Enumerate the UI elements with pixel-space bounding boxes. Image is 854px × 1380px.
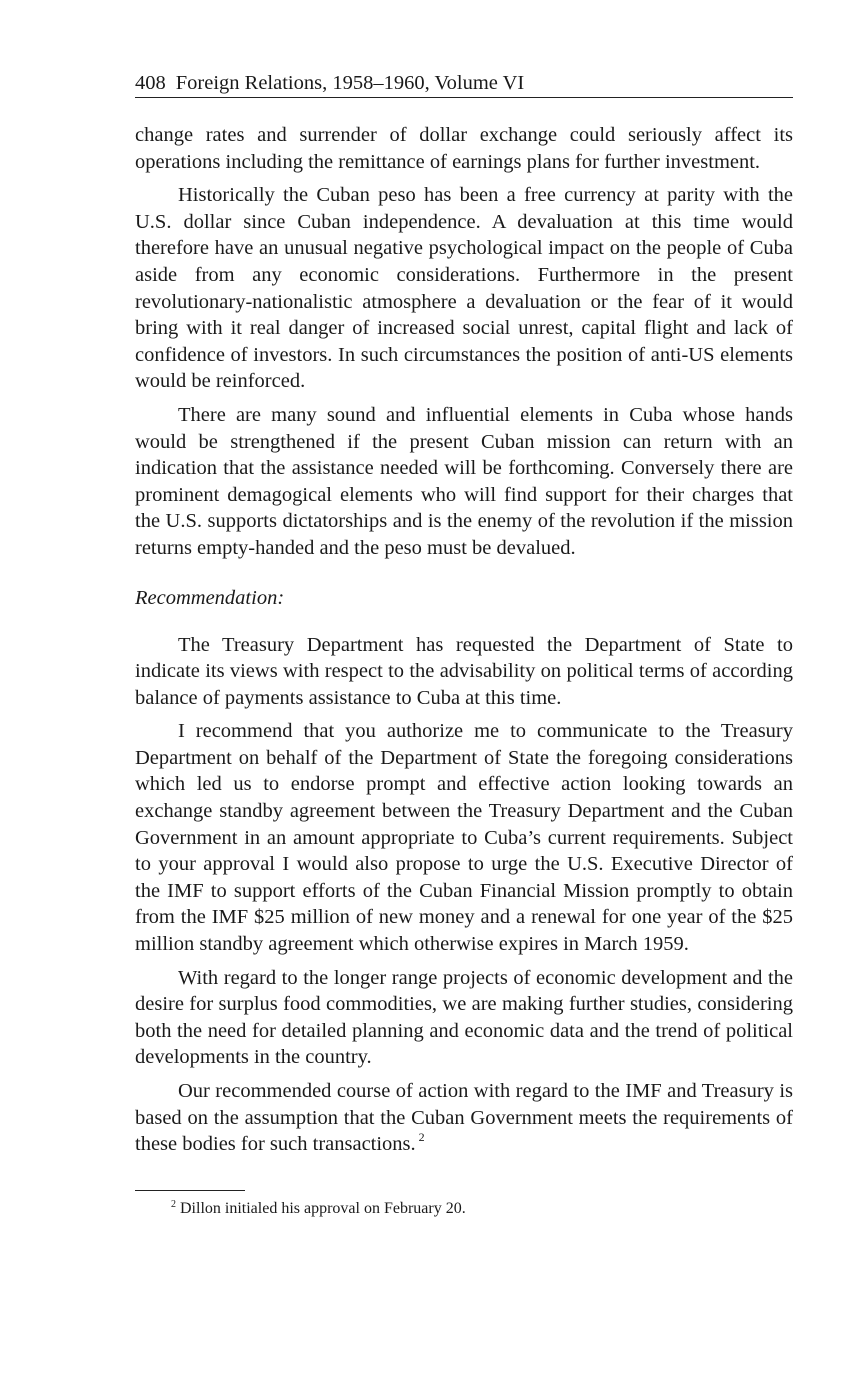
paragraph-longer-range: With regard to the longer range projects of economic development and the desire for surplus food commodities, we are making further studies, considering both the need for detailed planning and economic data and the trend of political developments in the country. [135, 966, 793, 1069]
course-of-action-text: Our recommended course of action with regard to the IMF and Treasury is based on the assumption that the Cuban Government meets the requirements of these bodies for such transactions. [135, 1080, 793, 1156]
paragraph-continued: change rates and surrender of dollar exchange could seriously affect its operations including the remittance of earnings plans for further investment. [135, 124, 793, 173]
document-page [135, 70, 793, 1219]
paragraph-recommend-authorize: I recommend that you authorize me to communicate to the Treasury Department on behalf of the Department of State the foregoing considerations which led us to endorse prompt and effective action looking towards an exchange standby agreement between the Treasury Department and the Cuban Government in an amount appropriate to Cuba’s current requirements. Subject to your approval I would also propose to urge the U.S. Executive Director of the IMF to support efforts of the Cuban Financial Mission promptly to obtain from the IMF $25 million of new money and a renewal for one year of the $25 million standby agreement which otherwise expires in March 1959. [135, 720, 793, 956]
page-number: 408 [135, 72, 166, 94]
footnote-reference[interactable]: 2 [418, 1130, 425, 1145]
footnote-text: Dillon initialed his approval on February 20. [180, 1199, 466, 1217]
running-head [135, 70, 793, 98]
footnote-divider [135, 1190, 245, 1191]
volume-title: Foreign Relations, 1958–1960, Volume VI [175, 72, 525, 94]
section-heading-recommendation: Recommendation: [135, 586, 285, 609]
paragraph-influential-elements: There are many sound and influential elements in Cuba whose hands would be strengthened if the present Cuban mission can return with an indication that the assistance needed will be forthcoming. Conversely there are prominent demagogical elements who will find support for their charges that the U.S. supports dictatorships and is the enemy of the revolution if the mission returns empty-handed and the peso must be devalued. [135, 403, 793, 559]
footnote [171, 1199, 793, 1219]
body-text [135, 122, 793, 1158]
paragraph-historically: Historically the Cuban peso has been a free currency at parity with the U.S. dollar since Cuban independence. A devaluation at this time would therefore have an unusual negative psychological impact on the people of Cuba aside from any economic considerations. Furthermore in the present revolutionary-nationalistic atmosphere a devaluation or the fear of it would bring with it real danger of increased social unrest, capital flight and lack of confidence of investors. In such circumstances the position of anti-US elements would be reinforced. [135, 184, 793, 393]
paragraph-treasury-request: The Treasury Department has requested the Department of State to indicate its views with respect to the advisability on political terms of according balance of payments assistance to Cuba at this time. [135, 633, 793, 709]
paragraph-course-of-action [135, 1078, 793, 1158]
footnote-number: 2 [171, 1198, 176, 1210]
